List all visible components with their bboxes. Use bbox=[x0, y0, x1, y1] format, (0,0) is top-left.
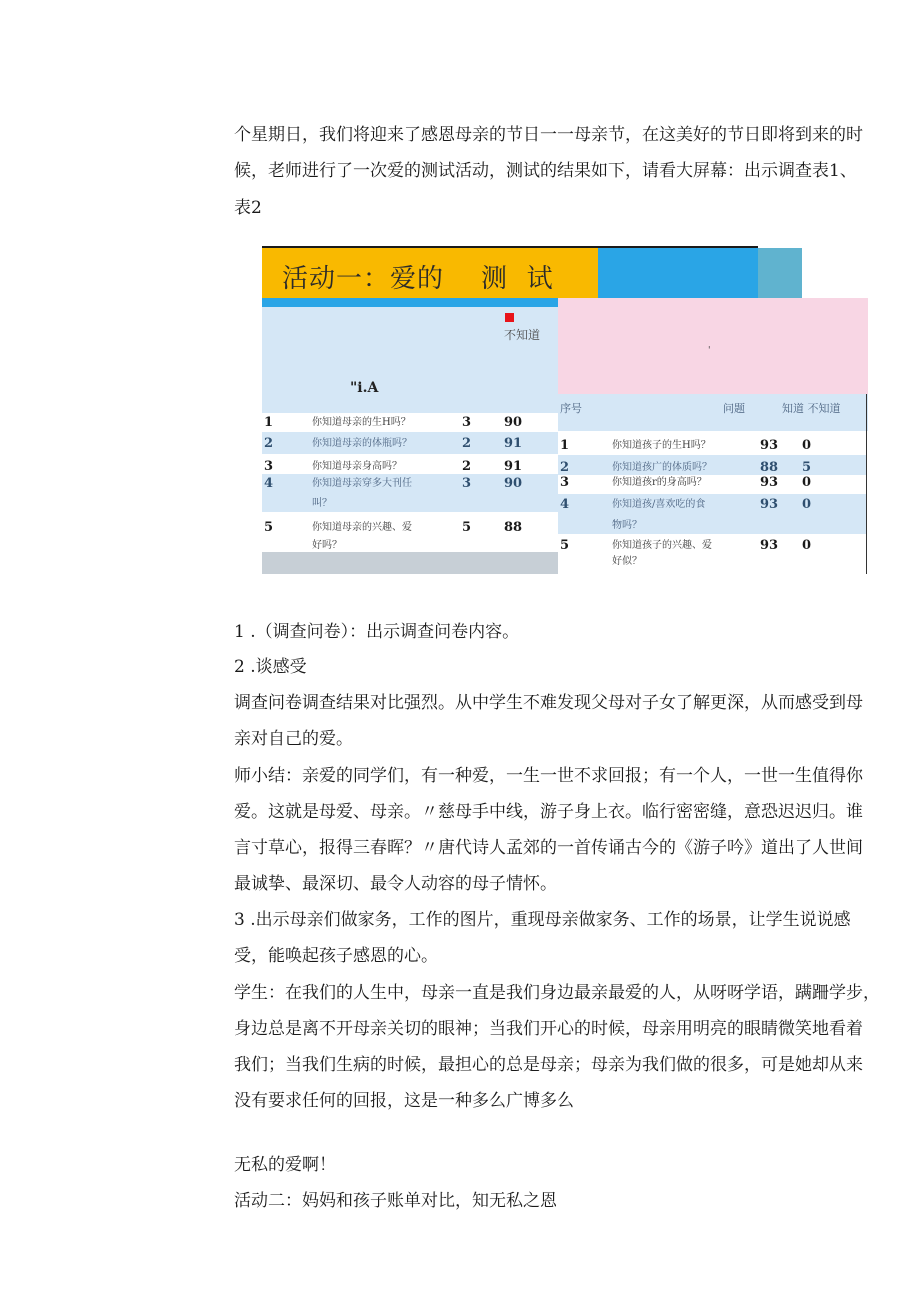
row-not-know: 5 bbox=[802, 460, 812, 475]
survey-slide bbox=[262, 246, 868, 574]
right-header-know: 知道 不知道 bbox=[782, 402, 841, 415]
row-question-cont: 物吗？ bbox=[612, 520, 642, 531]
title-bar-teal bbox=[758, 248, 802, 298]
row-number: 3 bbox=[264, 459, 274, 474]
row-number: 1 bbox=[560, 438, 570, 453]
row-question: 你知道母亲的体瓶吗？ bbox=[312, 438, 412, 449]
table-row bbox=[262, 474, 558, 512]
row-not-know: 0 bbox=[802, 497, 812, 512]
item-1-questionnaire: 1 .（调查问卷）：出示调查问卷内容。 bbox=[234, 622, 520, 642]
intro-line-1: 个星期日，我们将迎来了感恩母亲的节日一一母亲节，在这美好的节日即将到来的时 bbox=[234, 125, 863, 145]
title-bar-blue bbox=[598, 248, 758, 298]
row-number: 2 bbox=[264, 436, 274, 451]
row-not-know: 0 bbox=[802, 438, 812, 453]
row-know: 93 bbox=[760, 497, 779, 512]
row-number: 3 bbox=[560, 475, 570, 490]
row-question: 你知道孩子的生H吗？ bbox=[612, 440, 711, 451]
row-not-know: 3 bbox=[462, 415, 472, 430]
left-table-header bbox=[262, 307, 558, 413]
paragraph-line: 最诚挚、最深切、最令人动容的母子情怀。 bbox=[234, 874, 557, 894]
row-not-know: 3 bbox=[462, 476, 472, 491]
row-number: 2 bbox=[560, 460, 570, 475]
red-square-marker bbox=[505, 313, 514, 322]
left-header-mark: "i.A bbox=[350, 380, 379, 396]
pink-panel-mark: ' bbox=[708, 346, 711, 356]
activity-2-heading: 活动二：妈妈和孩子账单对比，知无私之恩 bbox=[234, 1191, 557, 1211]
row-know: 90 bbox=[504, 476, 523, 491]
row-question: 你知道母亲身高吗？ bbox=[312, 461, 402, 472]
paragraph-line: 没有要求任何的回报，这是一种多么广博多么 bbox=[234, 1091, 574, 1111]
row-number: 1 bbox=[264, 415, 274, 430]
paragraph-line: 我们；当我们生病的时候，最担心的总是母亲；母亲为我们做的很多，可是她却从来 bbox=[234, 1055, 863, 1075]
right-header-question: 问题 bbox=[723, 402, 745, 415]
row-know: 90 bbox=[504, 415, 523, 430]
row-not-know: 0 bbox=[802, 538, 812, 553]
row-not-know: 0 bbox=[802, 475, 812, 490]
row-know: 91 bbox=[504, 459, 523, 474]
table-row bbox=[558, 494, 866, 534]
paragraph-line: 受，能唤起孩子感恩的心。 bbox=[234, 946, 438, 966]
right-header-seq: 序号 bbox=[560, 402, 582, 415]
left-header-not-know: 不知道 bbox=[504, 328, 541, 342]
row-number: 5 bbox=[560, 538, 570, 553]
item-2-heading: 2 .谈感受 bbox=[234, 657, 307, 677]
table-row bbox=[558, 475, 866, 494]
table-row bbox=[558, 455, 866, 475]
row-question: 你知道母亲穿多大刊任 bbox=[312, 478, 412, 489]
table-row bbox=[262, 512, 558, 552]
row-question-cont: 好似？ bbox=[612, 556, 642, 567]
row-know: 93 bbox=[760, 538, 779, 553]
row-number: 4 bbox=[560, 497, 570, 512]
table-row bbox=[262, 432, 558, 454]
table-row bbox=[558, 431, 866, 455]
paragraph-line: 师小结：亲爱的同学们，有一种爱，一生一世不求回报；有一个人，一世一生值得你 bbox=[234, 766, 863, 786]
left-table-footer bbox=[262, 552, 558, 574]
row-know: 93 bbox=[760, 475, 779, 490]
row-not-know: 2 bbox=[462, 459, 472, 474]
item-3-line: 3 .出示母亲们做家务，工作的图片，重现母亲做家务、工作的场景，让学生说说感 bbox=[234, 910, 851, 930]
slide-title: 活动一：爱的 测 试 bbox=[282, 264, 554, 294]
row-question: 你知道孩广的体质吗？ bbox=[612, 462, 712, 473]
row-know: 91 bbox=[504, 436, 523, 451]
row-not-know: 5 bbox=[462, 520, 472, 535]
table-row bbox=[262, 454, 558, 474]
paragraph-line: 无私的爱啊！ bbox=[234, 1155, 336, 1175]
paragraph-line: 身边总是离不开母亲关切的眼神；当我们开心的时候，母亲用明亮的眼睛微笑地看着 bbox=[234, 1019, 863, 1039]
paragraph-line: 亲对自己的爱。 bbox=[234, 729, 353, 749]
row-question: 你知道孩/喜欢吃的食 bbox=[612, 499, 706, 510]
row-number: 5 bbox=[264, 520, 274, 535]
intro-line-2: 候，老师进行了一次爱的测试活动，测试的结果如下，请看大屏幕：出示调查表1、 bbox=[234, 161, 857, 181]
row-question: 你知道孩r的身高吗？ bbox=[612, 477, 707, 488]
right-table-border bbox=[866, 394, 867, 574]
intro-line-3: 表2 bbox=[234, 198, 262, 218]
row-question: 你知道母亲的生H吗？ bbox=[312, 417, 411, 428]
row-number: 4 bbox=[264, 476, 274, 491]
pink-panel bbox=[558, 298, 868, 394]
row-question-cont: 好吗？ bbox=[312, 540, 342, 551]
table-row bbox=[262, 413, 558, 432]
paragraph-line: 调查问卷调查结果对比强烈。从中学生不难发现父母对子女了解更深，从而感受到母 bbox=[234, 693, 863, 713]
paragraph-line: 言寸草心，报得三春晖？〃唐代诗人孟郊的一首传诵古今的《游子吟》道出了人世间 bbox=[234, 838, 863, 858]
paragraph-line: 学生：在我们的人生中，母亲一直是我们身边最亲最爱的人，从呀呀学语，蹒跚学步， bbox=[234, 983, 880, 1003]
row-know: 88 bbox=[504, 520, 523, 535]
table-row bbox=[558, 534, 866, 574]
row-know: 93 bbox=[760, 438, 779, 453]
row-question: 你知道母亲的兴趣、爱 bbox=[312, 522, 412, 533]
row-question: 你知道孩子的兴趣、爱 bbox=[612, 540, 712, 551]
row-question-cont: 叫？ bbox=[312, 498, 332, 509]
paragraph-line: 爱。这就是母爱、母亲。〃慈母手中线，游子身上衣。临行密密缝，意恐迟迟归。谁 bbox=[234, 802, 863, 822]
row-not-know: 2 bbox=[462, 436, 472, 451]
row-know: 88 bbox=[760, 460, 779, 475]
